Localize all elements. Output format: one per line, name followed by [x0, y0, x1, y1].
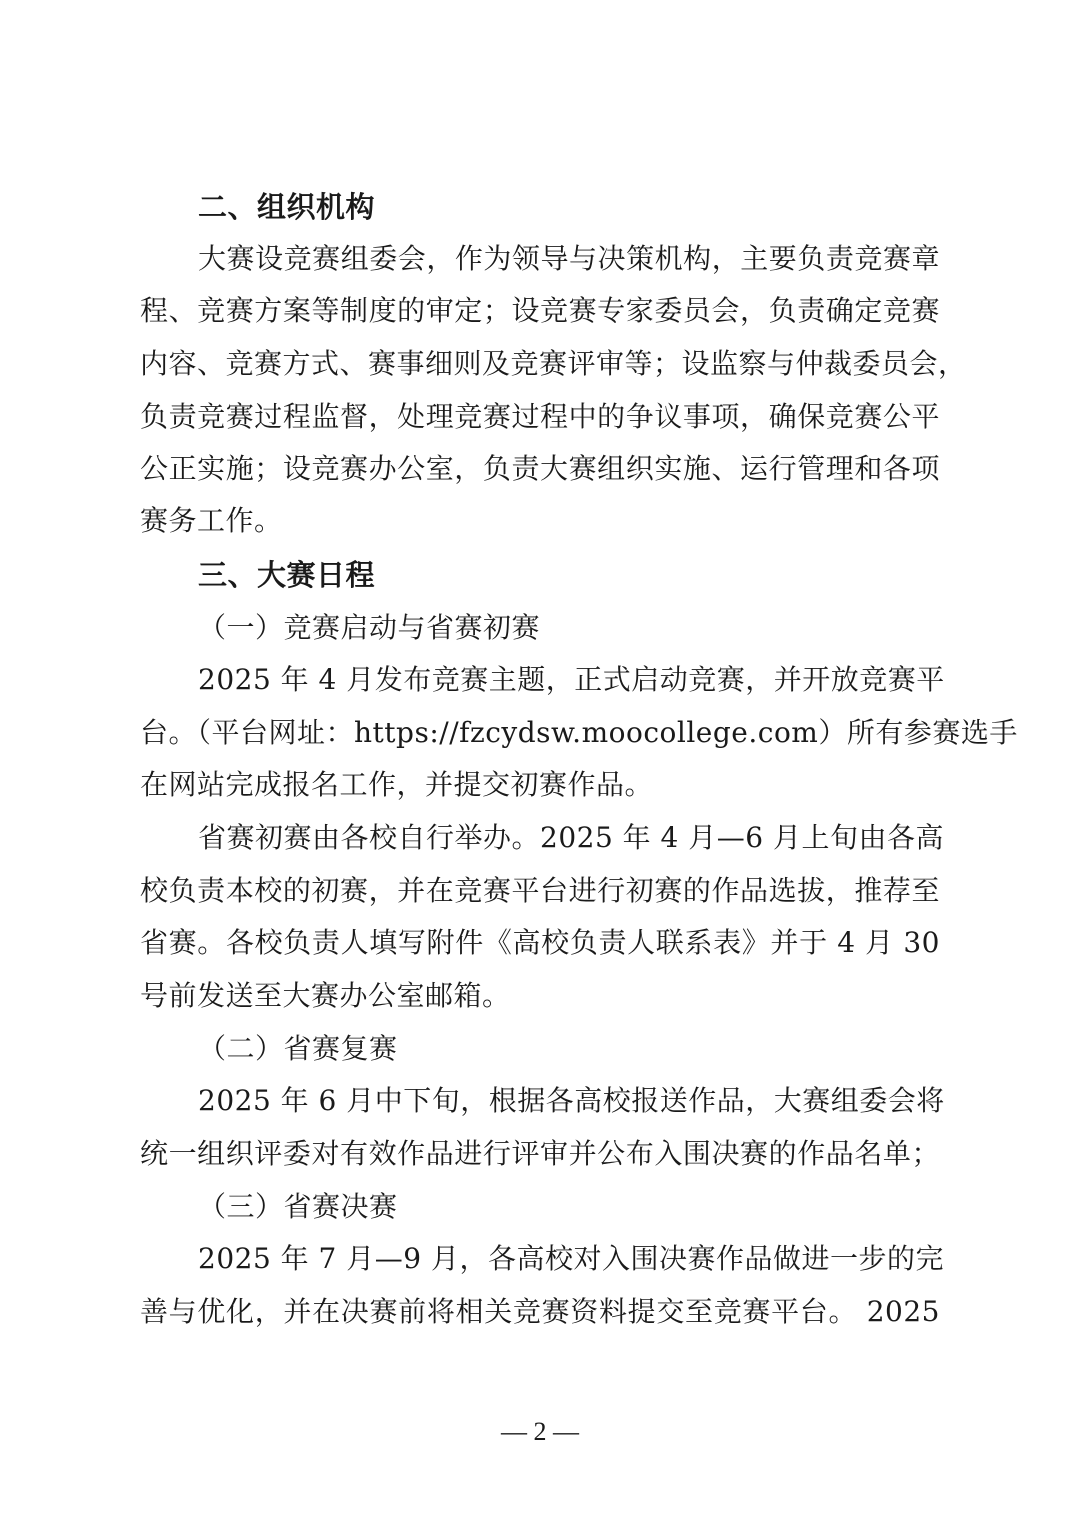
paragraph-line: 负责竞赛过程监督，处理竞赛过程中的争议事项，确保竞赛公平: [140, 400, 940, 433]
paragraph-line: 善与优化，并在决赛前将相关竞赛资料提交至竞赛平台。 2025: [140, 1295, 940, 1328]
page-number: — 2 —: [501, 1417, 579, 1446]
paragraph-line: 大赛设竞赛组委会，作为领导与决策机构，主要负责竞赛章: [198, 242, 940, 275]
paragraph-line: 2025 年 4 月发布竞赛主题，正式启动竞赛，并开放竞赛平: [198, 663, 945, 696]
paragraph-line: 公正实施；设竞赛办公室，负责大赛组织实施、运行管理和各项: [140, 452, 940, 485]
paragraph-line: 台。（平台网址：https://fzcydsw.moocollege.com）所有参赛选手: [140, 716, 1018, 749]
paragraph-line: 统一组织评委对有效作品进行评审并公布入围决赛的作品名单；: [140, 1137, 940, 1170]
paragraph-line: 省赛初赛由各校自行举办。2025 年 4 月—6 月上旬由各高: [198, 821, 944, 854]
paragraph-line: 在网站完成报名工作，并提交初赛作品。: [140, 768, 654, 801]
paragraph-line: 校负责本校的初赛，并在竞赛平台进行初赛的作品选拔，推荐至: [140, 874, 940, 907]
paragraph-line: 程、竞赛方案等制度的审定；设竞赛专家委员会，负责确定竞赛: [140, 294, 940, 327]
paragraph-line: 号前发送至大赛办公室邮箱。: [140, 979, 511, 1012]
paragraph-line: 赛务工作。: [140, 504, 283, 537]
subheading-final: （三）省赛决赛: [198, 1190, 398, 1223]
paragraph-line: 2025 年 7 月—9 月，各高校对入围决赛作品做进一步的完: [198, 1242, 944, 1275]
subheading-kickoff: （一）竞赛启动与省赛初赛: [198, 611, 541, 644]
paragraph-line: 省赛。各校负责人填写附件《高校负责人联系表》并于 4 月 30: [140, 926, 940, 959]
paragraph-line: 2025 年 6 月中下旬，根据各高校报送作品，大赛组委会将: [198, 1084, 945, 1117]
section-heading-schedule: 三、大赛日程: [198, 558, 376, 592]
subheading-semifinal: （二）省赛复赛: [198, 1032, 398, 1065]
paragraph-line: 内容、竞赛方式、赛事细则及竞赛评审等；设监察与仲裁委员会，: [140, 347, 967, 380]
section-heading-organization: 二、组织机构: [198, 190, 376, 224]
